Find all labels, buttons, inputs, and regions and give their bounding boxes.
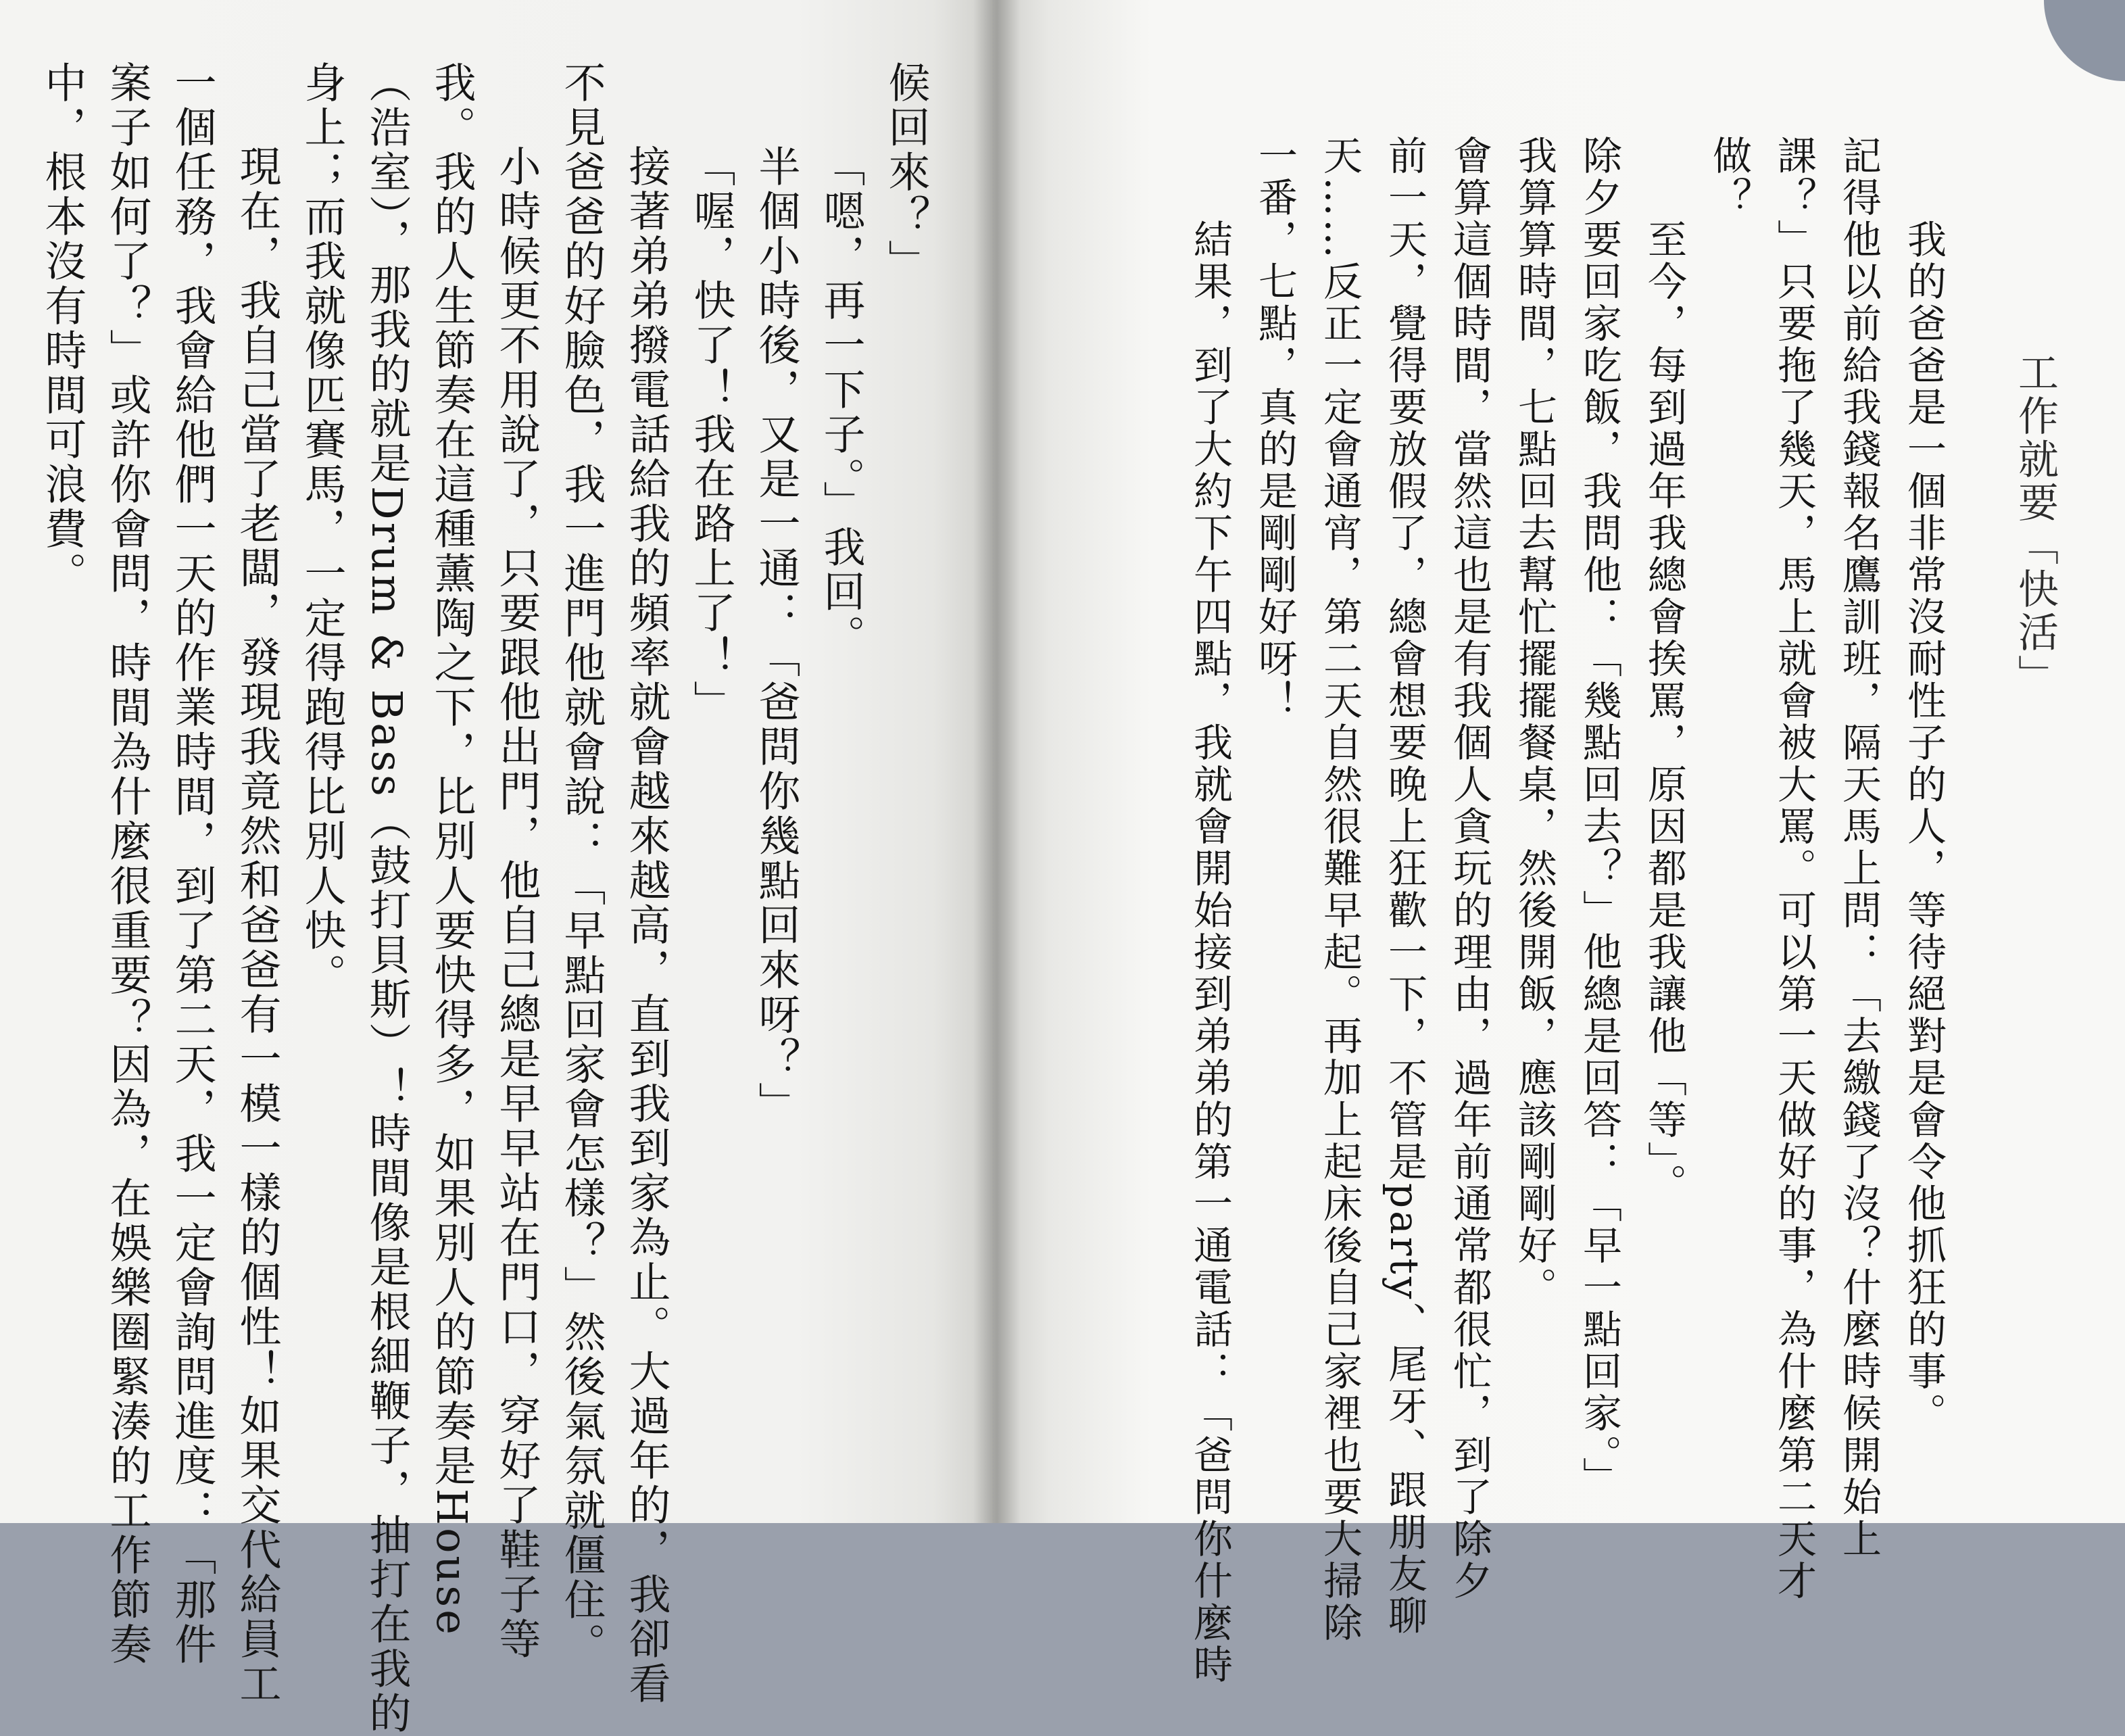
text-column: 除夕要回家吃飯，我問他：「幾點回去？」他總是回答：「早一點回家。」 (1576, 135, 1622, 1499)
text-column: 不見爸爸的好臉色，我一進門他就會說：「早點回家會怎樣？」然後氣氛就僵住。 (557, 61, 606, 1667)
left-page (0, 0, 992, 1736)
book-gutter (973, 0, 1021, 1523)
text-column: 一番，七點，真的是剛剛好呀！ (1252, 135, 1298, 722)
text-column: 案子如何了？」或許你會問，時間為什麼很重要？因為，在娛樂圈緊湊的工作節奏 (103, 61, 152, 1667)
right-page (992, 0, 2125, 1686)
text-column: 我算算時間，七點回去幫忙擺擺餐桌，然後開飯，應該剛剛好。 (1511, 135, 1557, 1309)
text-column: 小時候更不用說了，只要跟他出門，他自己總是早早站在門口，穿好了鞋子等 (492, 145, 541, 1662)
text-column: 接著弟弟撥電話給我的頻率就會越來越高，直到我到家為止。大過年的，我卻看 (622, 145, 671, 1706)
text-column: 半個小時後，又是一通：「爸問你幾點回來呀？」 (752, 145, 801, 1126)
text-column: 「嗯，再一下子。」我回。 (816, 145, 866, 659)
page-corner-shadow (2044, 0, 2125, 81)
text-column: 課？」只要拖了幾天，馬上就會被大罵。可以第一天做好的事，為什麼第二天才 (1771, 135, 1817, 1602)
text-column: 一個任務，我會給他們一天的作業時間，到了第二天，我一定會詢問進度：「那件 (168, 61, 217, 1667)
text-column: 我。我的人生節奏在這種薰陶之下，比別人要快得多，如果別人的節奏是House (427, 61, 477, 1637)
text-column: 我的爸爸是一個非常沒耐性子的人，等待絕對是會令他抓狂的事。 (1901, 219, 1947, 1434)
text-column: 身上；而我就像匹賽馬，一定得跑得比別人快。 (297, 61, 347, 998)
right-page-text (1145, 135, 1956, 1686)
running-header: 工作就要「快活」 (2011, 352, 2059, 698)
text-column: 記得他以前給我錢報名鷹訓班，隔天馬上問：「去繳錢了沒？什麼時候開始上 (1836, 135, 1882, 1560)
text-column: 候回來？」 (881, 61, 931, 284)
text-column: 天……反正一定會通宵，第二天自然很難早起。再加上起床後自己家裡也要大掃除 (1317, 135, 1363, 1644)
left-page-text (38, 61, 938, 1736)
text-column: 「喔，快了！我在路上了！」 (687, 145, 736, 725)
text-column: 會算這個時間，當然這也是有我個人貪玩的理由，過年前通常都很忙，到了除夕 (1446, 135, 1492, 1602)
text-column: （浩室），那我的就是Drum & Bass（鼓打貝斯）！時間像是根細鞭子，抽打在我的 (362, 61, 412, 1736)
text-column: 前一天，覺得要放假了，總會想要晚上狂歡一下，不管是party、尾牙、跟朋友聊 (1382, 135, 1427, 1637)
text-column: 中，根本沒有時間可浪費。 (38, 61, 87, 596)
text-column: 現在，我自己當了老闆，發現我竟然和爸爸有一模一樣的個性！如果交代給員工 (233, 145, 282, 1706)
text-column: 至今，每到過年我總會挨罵，原因都是我讓他「等」。 (1641, 219, 1687, 1205)
text-column: 結果，到了大約下午四點，我就會開始接到弟弟的第一通電話：「爸問你什麼時 (1187, 219, 1233, 1686)
text-column: 做？ (1706, 135, 1752, 219)
